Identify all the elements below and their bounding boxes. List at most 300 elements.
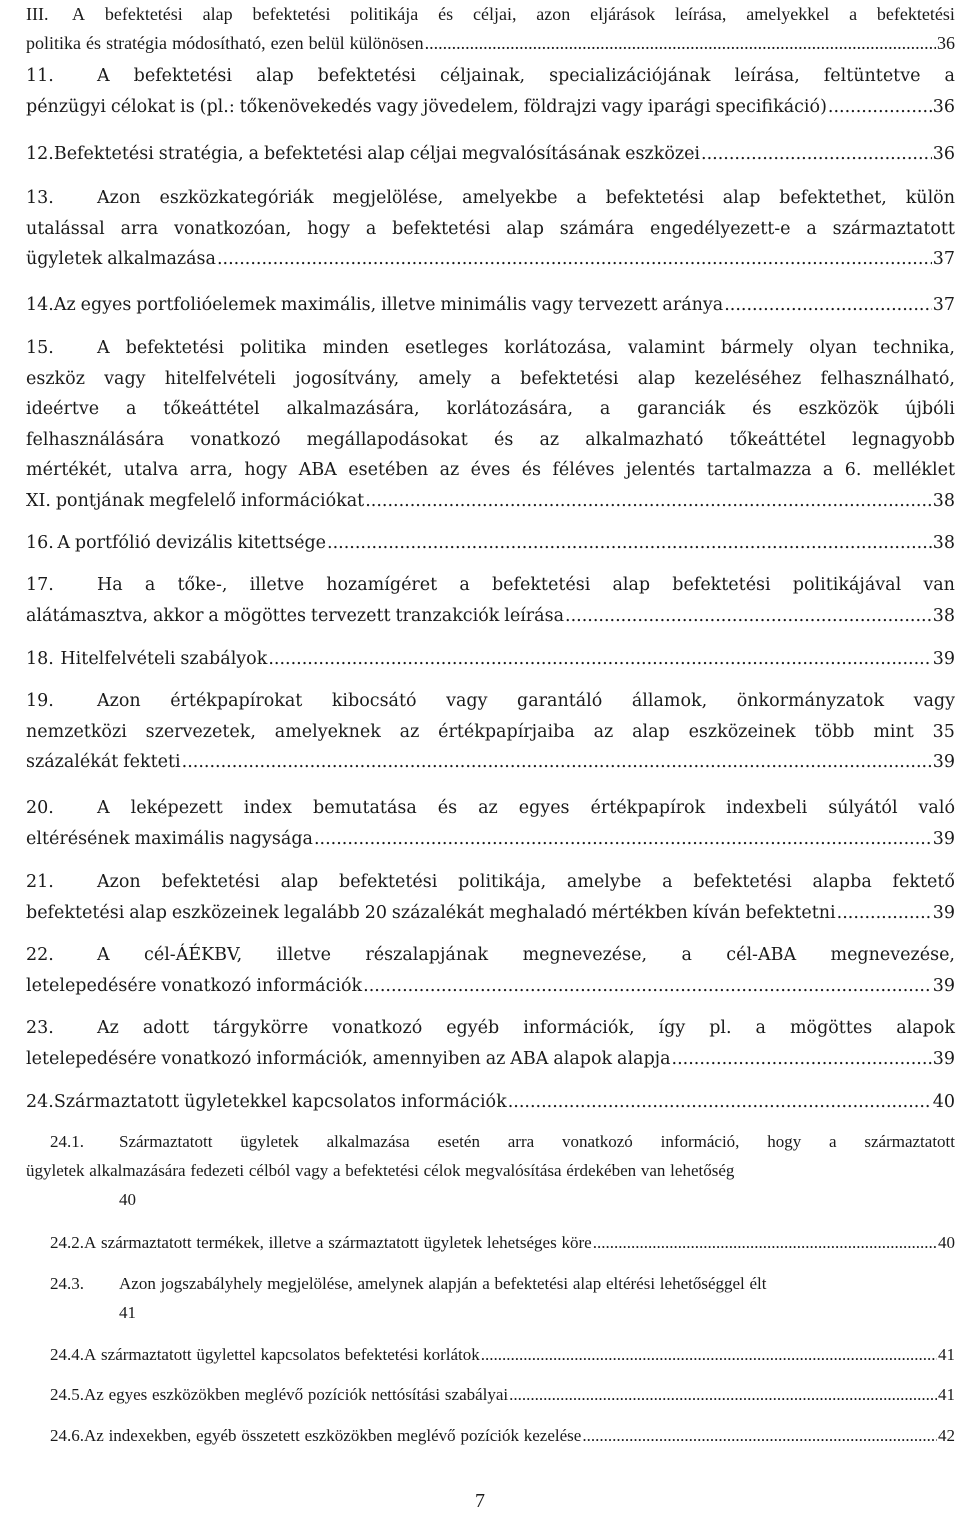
toc-word: politikája,	[458, 872, 547, 892]
toc-entry-line	[26, 1156, 955, 1185]
toc-word: módosítható,	[172, 33, 266, 53]
toc-entry-title	[26, 824, 313, 855]
toc-word: Azon	[97, 872, 141, 892]
toc-word: Befektetési	[53, 144, 154, 164]
toc-word: a	[806, 218, 817, 239]
toc-word: alap	[129, 902, 167, 923]
toc-word: index	[243, 798, 293, 818]
toc-entry-number: 17.	[26, 575, 54, 595]
toc-word: jogosítvány,	[295, 368, 400, 389]
toc-word: származtatott	[101, 1345, 192, 1364]
toc-entry-line	[26, 1185, 955, 1214]
toc-word: önkormányzatok	[736, 691, 885, 711]
toc-entry-line	[26, 793, 955, 824]
toc-word: meglévő	[397, 1426, 456, 1445]
toc-entry-line	[26, 244, 955, 275]
toc-entry-line	[26, 1044, 955, 1075]
toc-word: súlyától	[828, 798, 898, 818]
toc-word: élt	[749, 1274, 767, 1293]
toc-entry[interactable]	[26, 686, 955, 778]
toc-word: az	[485, 1048, 506, 1069]
toc-entry[interactable]	[26, 570, 955, 631]
toc-page-ref: 41	[119, 1303, 136, 1322]
toc-entry-title	[54, 139, 700, 170]
toc-word: célok	[423, 1161, 461, 1180]
toc-entry-line	[26, 824, 955, 855]
toc-word: politikája	[350, 4, 419, 24]
toc-entry-number: 24.3.	[50, 1274, 84, 1293]
toc-page-ref: 37	[932, 249, 955, 269]
toc-entry-line	[26, 867, 955, 898]
toc-word: tranzakciók	[395, 605, 500, 626]
toc-word: pontjának	[55, 490, 145, 511]
toc-page-ref: 39	[932, 649, 955, 669]
toc-entry-title	[97, 940, 955, 971]
dot-leader	[593, 1228, 937, 1257]
toc-word: leképezett	[130, 798, 223, 818]
toc-word: befektetni	[745, 902, 836, 923]
toc-word: alapba	[812, 872, 872, 892]
toc-word: befektetési	[104, 4, 183, 24]
toc-entry[interactable]	[26, 644, 955, 675]
toc-word: megvalósítása	[465, 1161, 562, 1180]
toc-entry-number: 13.	[26, 188, 54, 208]
toc-entry-title	[60, 644, 267, 675]
toc-word: feltüntetve	[823, 66, 921, 86]
toc-word: egyéb	[195, 1426, 237, 1445]
toc-page-ref: 39	[932, 828, 955, 849]
toc-word: kíván	[692, 902, 741, 923]
toc-word: a	[681, 945, 692, 965]
toc-entry-number: 22.	[26, 945, 54, 965]
toc-word: letelepedésére	[26, 975, 157, 996]
toc-word: származtatott	[864, 1132, 955, 1151]
toc-entry-title	[72, 0, 955, 29]
toc-word: céljainak,	[440, 66, 526, 86]
toc-word: nagysága	[229, 828, 313, 849]
toc-word: befektetési	[491, 575, 591, 595]
toc-word: hogy	[244, 460, 288, 480]
toc-word: a	[490, 368, 501, 389]
toc-word: cél-ABA	[726, 945, 797, 965]
toc-word: a	[208, 605, 219, 626]
toc-entry-title	[26, 425, 955, 456]
toc-word: indexekben,	[108, 1426, 192, 1445]
toc-word: százalékát	[26, 752, 119, 772]
toc-word: utalással	[26, 218, 105, 239]
toc-word: van	[640, 1161, 666, 1180]
toc-page-ref: 37	[932, 295, 955, 315]
toc-word: portfolióelemek	[136, 295, 277, 315]
toc-entry-title	[97, 570, 955, 601]
toc-word: alap	[256, 66, 294, 86]
toc-entry-number: 24.5.	[50, 1385, 84, 1404]
toc-word: 20	[364, 902, 388, 923]
toc-word: fektető	[892, 872, 955, 892]
toc-word: éves	[470, 460, 511, 480]
toc-word: meghaladó	[489, 902, 587, 923]
toc-word: azon	[536, 4, 571, 24]
toc-word: aránya	[662, 295, 724, 315]
toc-word: befektetési	[252, 4, 331, 24]
toc-word: vonatkozó	[190, 429, 281, 450]
toc-word: Azon	[97, 691, 141, 711]
toc-word: államok,	[631, 691, 708, 711]
toc-word: információk,	[256, 1048, 368, 1069]
toc-word: XI.	[26, 490, 51, 511]
toc-word: vonatkozó	[161, 975, 252, 996]
dot-leader	[268, 644, 931, 675]
dot-leader	[425, 29, 936, 58]
toc-word: célból	[248, 1161, 291, 1180]
toc-word: is	[180, 96, 195, 117]
toc-entry-number: 24.2.	[50, 1233, 84, 1252]
toc-word: így	[658, 1018, 686, 1038]
toc-word: amelybe	[566, 872, 642, 892]
toc-entry-title	[97, 333, 955, 364]
toc-entry[interactable]	[26, 1228, 955, 1257]
toc-word: és	[493, 429, 514, 450]
toc-page-ref: 41	[938, 1385, 955, 1404]
toc-word: alap	[202, 4, 233, 24]
toc-word: értékpapírokat	[170, 691, 303, 711]
toc-entry-line	[26, 92, 955, 123]
toc-word: fekteti	[123, 752, 181, 772]
toc-entry[interactable]	[26, 183, 955, 275]
toc-entry-title	[26, 717, 955, 748]
toc-entry-title	[119, 1127, 955, 1156]
toc-word: célokat	[110, 96, 176, 117]
toc-word: kezeléséhez	[694, 368, 802, 389]
toc-entry[interactable]	[26, 61, 955, 122]
toc-entry-line	[26, 528, 955, 559]
toc-word: tartalmazza	[706, 460, 812, 480]
toc-entry-line	[26, 333, 955, 364]
toc-entry-title	[97, 183, 955, 214]
toc-entry-line	[26, 1127, 955, 1156]
toc-entry-number: 21.	[26, 872, 54, 892]
toc-word: olyan	[809, 338, 858, 358]
toc-word: mértékben	[591, 902, 688, 923]
toc-entry-title	[84, 1421, 581, 1450]
toc-word: vagy	[601, 96, 643, 117]
toc-entry-line	[26, 139, 955, 170]
toc-page-ref: 39	[932, 752, 955, 772]
toc-word: alkalmazása	[107, 249, 216, 269]
toc-word: mértékét,	[26, 460, 113, 480]
toc-word: pozíciók	[307, 1385, 367, 1404]
toc-entry[interactable]	[26, 333, 955, 516]
dot-leader	[314, 824, 932, 855]
toc-entry-title	[57, 528, 326, 559]
toc-word: információk	[256, 975, 363, 996]
toc-word: minimális	[440, 295, 527, 315]
toc-word: illetve	[381, 295, 436, 315]
toc-word: a	[332, 1161, 341, 1180]
toc-word: (pl.:	[199, 96, 235, 117]
toc-word: lehetőséggel	[659, 1274, 745, 1293]
toc-entry[interactable]	[26, 1087, 955, 1118]
toc-entry-title	[84, 1380, 508, 1409]
toc-word: belül	[308, 33, 345, 53]
toc-word: jövedelem,	[422, 96, 519, 117]
toc-word: százalékát	[391, 902, 485, 923]
dot-leader	[508, 1087, 932, 1118]
toc-entry-line	[26, 455, 955, 486]
toc-word: eszközei	[625, 144, 701, 164]
toc-word: meglévő	[244, 1385, 304, 1404]
dot-leader	[701, 139, 932, 170]
toc-entry[interactable]	[26, 290, 955, 321]
toc-word: megfelelő	[148, 490, 237, 511]
toc-word: A	[84, 1233, 97, 1252]
toc-entry-line	[26, 425, 955, 456]
toc-word: adott	[142, 1018, 190, 1038]
toc-word: alapján	[428, 1274, 478, 1293]
toc-word: letelepedésére	[26, 1048, 157, 1069]
toc-word: illetve	[249, 575, 305, 595]
toc-word: cél-ÁÉKBV,	[144, 945, 243, 965]
toc-word: a	[822, 460, 834, 480]
toc-word: információk	[400, 1092, 507, 1112]
toc-word: vagy	[104, 368, 146, 389]
toc-entry-number: 24.	[26, 1092, 54, 1112]
toc-entry-number: 18.	[26, 649, 54, 669]
toc-entry-line	[26, 570, 955, 601]
toc-word: megjelölése,	[332, 188, 444, 208]
toc-entry[interactable]	[26, 1013, 955, 1074]
toc-word: befektetési	[161, 872, 260, 892]
toc-word: információk,	[523, 1018, 635, 1038]
toc-word: újbóli	[905, 399, 955, 419]
toc-entry-title	[26, 455, 955, 486]
toc-entry-title	[26, 29, 424, 58]
toc-word: és	[437, 798, 458, 818]
toc-word: származtatott	[832, 218, 955, 239]
toc-word: eszköz	[26, 368, 85, 389]
toc-page-ref: 40	[938, 1233, 955, 1252]
toc-word: lehetőség	[670, 1161, 735, 1180]
toc-word: pl.	[709, 1018, 732, 1038]
toc-word: Az	[84, 1385, 104, 1404]
toc-entry-line	[26, 61, 955, 92]
toc-word: és	[438, 4, 454, 24]
toc-entry[interactable]	[26, 940, 955, 1001]
toc-entry-number: 16.	[26, 533, 54, 553]
toc-word: és	[752, 399, 772, 419]
dot-leader	[217, 244, 932, 275]
toc-page-ref: 38	[932, 533, 955, 553]
toc-word: A	[97, 66, 110, 86]
toc-entry-title	[97, 793, 955, 824]
toc-word: alap	[637, 368, 676, 389]
toc-word: megjelölése,	[267, 1274, 353, 1293]
toc-word: vonatkozó	[161, 1048, 252, 1069]
toc-word: ezen	[270, 33, 304, 53]
toc-word: korlátozására,	[446, 399, 574, 419]
dot-leader	[724, 290, 931, 321]
toc-word: devizális	[155, 533, 233, 553]
toc-word: a	[459, 575, 470, 595]
toc-word: akkor	[152, 605, 204, 626]
toc-entry-line	[26, 1340, 955, 1369]
toc-entry-line	[26, 1380, 955, 1409]
toc-word: alap	[506, 218, 544, 239]
toc-word: legnagyobb	[852, 429, 955, 450]
toc-word: a	[365, 218, 377, 239]
toc-word: az	[399, 721, 420, 742]
toc-word: alap	[367, 144, 405, 164]
toc-page-ref: 38	[932, 605, 955, 626]
toc-word: maximális,	[280, 295, 377, 315]
toc-entry[interactable]	[26, 867, 955, 928]
toc-word: megvalósításának	[461, 144, 621, 164]
toc-entry[interactable]	[26, 139, 955, 170]
toc-word: befektetési	[125, 338, 225, 358]
toc-entry-line	[26, 290, 955, 321]
toc-word: kezelése	[523, 1426, 582, 1445]
toc-entry-line	[26, 29, 955, 58]
toc-word: az	[478, 798, 498, 818]
toc-word: Azon	[119, 1274, 156, 1293]
toc-word: ügyletek	[26, 1161, 85, 1180]
dot-leader	[582, 1421, 937, 1450]
toc-entry-line	[26, 1228, 955, 1257]
toc-word: ügyletek	[26, 249, 103, 269]
dot-leader	[509, 1380, 937, 1409]
toc-word: tőkenövekedés	[239, 96, 372, 117]
toc-word: ügylettel	[196, 1345, 256, 1364]
toc-word: arra,	[189, 460, 233, 480]
toc-word: A	[57, 533, 71, 553]
toc-word: hitelfelvételi	[164, 368, 276, 389]
toc-word: a	[144, 575, 156, 595]
toc-word: kapcsolatos	[260, 1345, 340, 1364]
toc-word: bemutatása	[313, 798, 417, 818]
toc-entry[interactable]	[26, 1380, 955, 1409]
toc-word: alkalmazására	[89, 1161, 186, 1180]
dot-leader	[182, 747, 932, 778]
toc-entry-title	[26, 1044, 671, 1075]
toc-word: Hitelfelvételi	[60, 649, 176, 669]
toc-word: Ha	[97, 575, 123, 595]
toc-entry-title	[26, 747, 181, 778]
toc-word: nettósítási	[371, 1385, 441, 1404]
toc-entry-line	[26, 1298, 955, 1327]
toc-word: mögöttes	[789, 1018, 873, 1038]
toc-word: alap	[280, 872, 319, 892]
toc-word: alapok	[896, 1018, 955, 1038]
toc-entry[interactable]	[26, 793, 955, 854]
toc-entry-number: 24.1.	[50, 1132, 84, 1151]
toc-word: tőkeáttétel	[163, 399, 260, 419]
toc-entry-title	[26, 486, 364, 517]
toc-word: alap	[722, 188, 761, 208]
toc-word: alap	[612, 575, 651, 595]
toc-page-ref: 39	[932, 902, 955, 923]
toc-entry[interactable]	[26, 1340, 955, 1369]
toc-word: vonatkozó	[561, 1132, 633, 1151]
dot-leader	[365, 486, 932, 517]
toc-page-ref: 40	[119, 1190, 136, 1209]
toc-entry-line	[26, 183, 955, 214]
toc-word: valamint	[627, 338, 705, 358]
toc-entry[interactable]	[26, 1127, 955, 1214]
toc-entry-number: 23.	[26, 1018, 54, 1038]
toc-page-ref: 39	[932, 1048, 955, 1069]
toc-word: ABA	[510, 1048, 549, 1069]
toc-word: a	[662, 872, 673, 892]
toc-word: egyéb	[446, 1018, 500, 1038]
toc-entry-title	[97, 61, 955, 92]
toc-word: eljárások	[590, 4, 656, 24]
toc-word: eszközeinek	[171, 902, 279, 923]
toc-entry-title	[97, 867, 955, 898]
toc-word: leírása	[504, 605, 564, 626]
toc-word: politika	[240, 338, 307, 358]
toc-word: ügyletek	[423, 1233, 483, 1252]
toc-word: Azon	[97, 188, 141, 208]
toc-page-ref: 38	[932, 490, 955, 511]
toc-word: eltérési	[605, 1274, 656, 1293]
dot-leader	[481, 1340, 937, 1369]
toc-entry-title	[26, 244, 216, 275]
toc-entry-number: 19.	[26, 691, 54, 711]
toc-entry-line	[26, 1013, 955, 1044]
toc-entry-number: 15.	[26, 338, 54, 358]
toc-entry[interactable]	[26, 0, 955, 58]
toc-word: Származtatott	[119, 1132, 213, 1151]
dot-leader	[672, 1044, 932, 1075]
toc-word: befektetési	[344, 1345, 419, 1364]
toc-word: van	[923, 575, 955, 595]
toc-word: ügyletekkel	[184, 1092, 287, 1112]
toc-entry[interactable]	[26, 1421, 955, 1450]
toc-word: eszközeinek	[688, 721, 796, 742]
toc-word: A	[97, 798, 110, 818]
toc-entry-number: 11.	[26, 66, 54, 86]
toc-word: befektetési	[317, 66, 417, 86]
toc-word: információ,	[660, 1132, 740, 1151]
toc-entry-number: 20.	[26, 798, 54, 818]
toc-entry-title	[26, 364, 955, 395]
toc-entry[interactable]	[26, 1269, 955, 1327]
toc-page-ref: 41	[938, 1345, 955, 1364]
toc-word: maximális	[134, 828, 225, 849]
toc-word: hozamígéret	[326, 575, 438, 595]
toc-word: politika	[26, 33, 81, 53]
toc-word: felhasználható,	[820, 368, 955, 389]
toc-word: nemzetközi	[26, 721, 127, 742]
toc-word: bármely	[720, 338, 794, 358]
toc-word: alap	[572, 1274, 602, 1293]
toc-word: ideértve	[26, 399, 100, 419]
toc-word: melléklet	[872, 460, 955, 480]
toc-word: vonatkozóan,	[174, 218, 292, 239]
dot-leader	[363, 971, 932, 1002]
toc-word: befektetési	[26, 902, 125, 923]
toc-word: 6.	[844, 460, 862, 480]
toc-word: szabályok	[180, 649, 268, 669]
toc-entry-line	[26, 686, 955, 717]
toc-word: érdekében	[566, 1161, 637, 1180]
toc-word: Származtatott	[53, 1092, 180, 1112]
toc-entry-title	[26, 1156, 734, 1185]
toc-entry[interactable]	[26, 528, 955, 559]
toc-word: stratégia,	[158, 144, 244, 164]
dot-leader	[565, 601, 932, 632]
toc-word: A	[97, 338, 110, 358]
